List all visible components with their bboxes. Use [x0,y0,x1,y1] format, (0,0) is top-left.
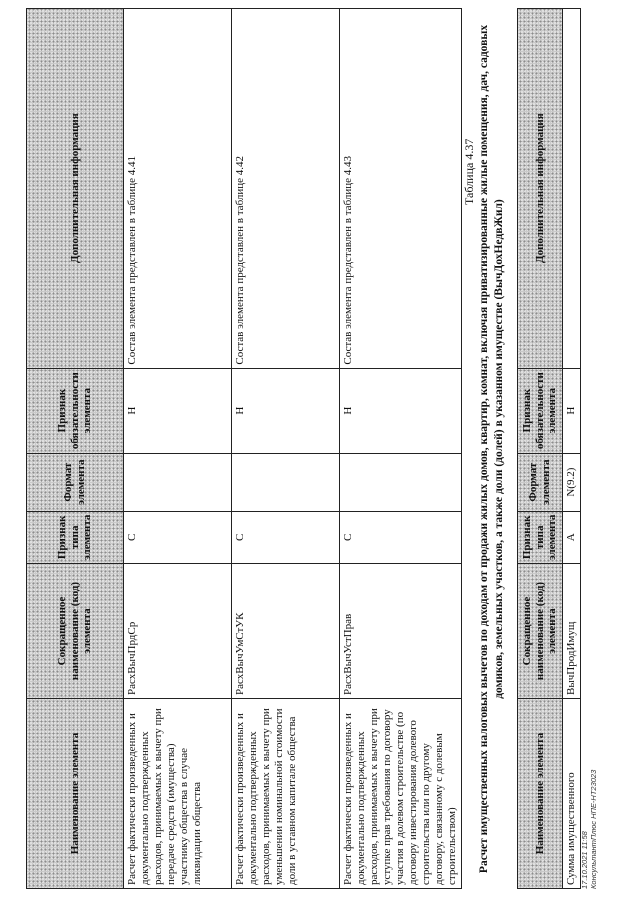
column-header-format: Формат элемента [27,453,124,511]
element-type-cell: А [563,511,581,563]
table-row [124,8,232,888]
element-code-cell: РасхВычУстПрав [340,564,462,699]
column-header-required: Признак обязательности элемента [27,368,124,453]
element-format-cell [232,453,340,511]
element-name-cell: Сумма имущественного [563,699,581,889]
table-row [563,8,581,888]
element-format-cell: N(9.2) [563,453,581,511]
column-header-name: Наименование элемента [518,699,563,889]
table-header-row [518,8,563,888]
element-type-cell: С [340,511,462,563]
element-required-cell: Н [563,368,581,453]
element-code-cell: ВычПродИмущ [563,564,581,699]
element-name-cell: Расчет фактически произведенных и документально подтвержденных расходов, принимаемых к вычету при передаче средств (имущества) участнику общества в случае ликвидации общества [124,699,232,889]
column-header-type: Признак типа элемента [518,511,563,563]
element-format-cell [124,453,232,511]
table-header-row [27,8,124,888]
element-type-cell: С [124,511,232,563]
second-table [517,8,581,889]
column-header-format: Формат элемента [518,453,563,511]
element-info-cell [563,8,581,368]
element-required-cell: Н [340,368,462,453]
table-row [232,8,340,888]
column-header-info: Дополнительная информация [518,8,563,368]
column-header-code: Сокращенное наименование (код) элемента [27,564,124,699]
column-header-required: Признак обязательности элемента [518,368,563,453]
column-header-type: Признак типа элемента [27,511,124,563]
element-format-cell [340,453,462,511]
footer-line: 17.10.2021 11:58 [580,831,589,889]
element-required-cell: Н [124,368,232,453]
document-footer [580,770,598,889]
element-code-cell: РасхВычПрдСр [124,564,232,699]
element-type-cell: С [232,511,340,563]
element-code-cell: РасхВычУмСтУК [232,564,340,699]
section-heading: Расчет имущественных налоговых вычетов по доходам от продажи жилых домов, квартир, комнат, включая приватизированные жилые помещения, дач, садовых домиков, земельных участков, а также доли (долей) в указанном имуществе (ВычДохНедвЖил) [478,24,505,874]
column-header-name: Наименование элемента [27,699,124,889]
element-info-cell: Состав элемента представлен в таблице 4.42 [232,8,340,368]
table-caption: Таблица 4.37 [462,138,476,205]
column-header-info: Дополнительная информация [27,8,124,368]
element-name-cell: Расчет фактически произведенных и документально подтвержденных расходов, принимаемых к вычету при уступке прав требования по договору участия в долевом строительстве (по договору инвестирования долевого строительства или по другому договору, связанному с долевым строительством) [340,699,462,889]
footer-line: КонсультантПлюс НПЕ-НТ23023 [589,769,598,889]
element-info-cell: Состав элемента представлен в таблице 4.43 [340,8,462,368]
element-name-cell: Расчет фактически произведенных и документально подтвержденных расходов, принимаемых к вычету при уменьшении номинальной стоимости доли в уставном капитале общества [232,699,340,889]
main-table [26,8,462,889]
element-required-cell: Н [232,368,340,453]
element-info-cell: Состав элемента представлен в таблице 4.41 [124,8,232,368]
table-row [340,8,462,888]
column-header-code: Сокращенное наименование (код) элемента [518,564,563,699]
